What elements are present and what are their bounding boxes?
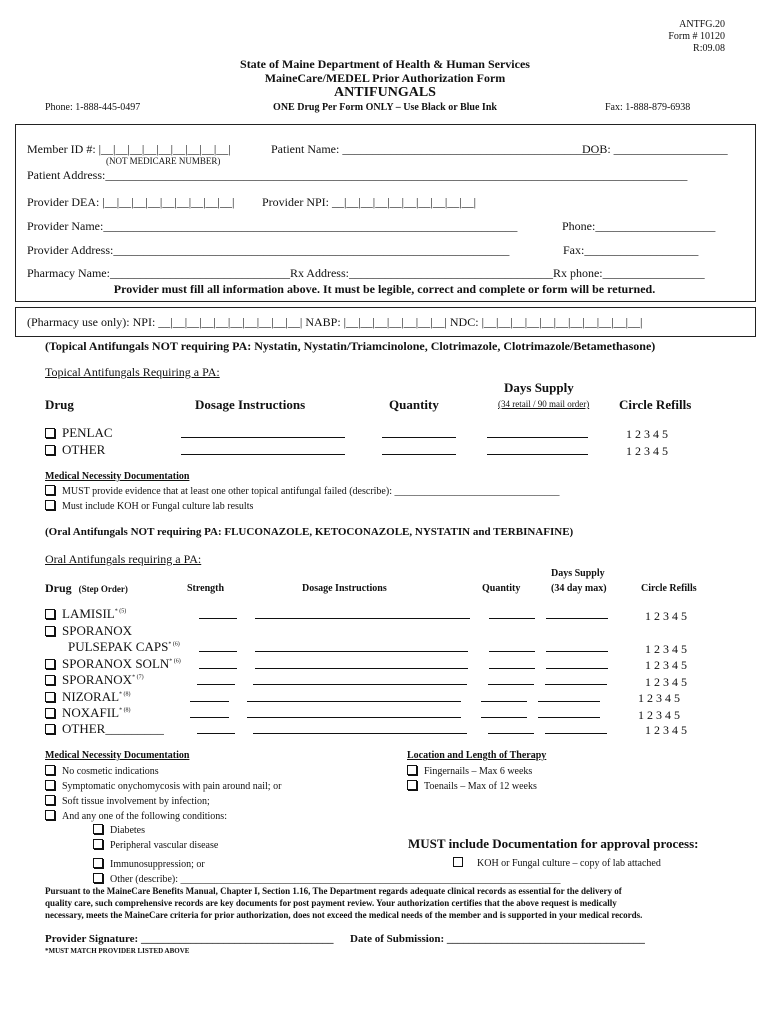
step-order: * (8) — [119, 707, 131, 714]
strength-line[interactable] — [199, 657, 237, 669]
oral-col-drug — [45, 581, 128, 596]
provider-phone-field[interactable]: Phone:____________________ — [562, 219, 716, 233]
med-nec-item[interactable] — [45, 795, 210, 807]
condition-text: Immunosuppression; or — [110, 859, 205, 870]
quantity-line[interactable] — [481, 706, 527, 718]
refills-options[interactable]: 1 2 3 4 5 — [645, 658, 687, 672]
checkbox[interactable] — [45, 724, 55, 734]
quantity-line[interactable] — [489, 640, 535, 652]
quantity-line[interactable] — [382, 426, 456, 438]
refills-options[interactable]: 1 2 3 4 5 — [626, 444, 668, 458]
oral-col-drug-text: Drug — [45, 581, 72, 595]
checkbox[interactable] — [93, 873, 103, 883]
days-line[interactable] — [546, 657, 608, 669]
oral-col-quantity: Quantity — [482, 583, 521, 594]
provider-dea-field[interactable]: Provider DEA: |__|__|__|__|__|__|__|__|__| — [27, 195, 235, 209]
koh-text: KOH or Fungal culture – copy of lab attached — [477, 858, 661, 869]
strength-line[interactable] — [197, 673, 235, 685]
checkbox[interactable] — [45, 795, 55, 805]
checkbox[interactable] — [45, 765, 55, 775]
phone-number: Phone: 1-888-445-0497 — [45, 102, 141, 113]
quantity-line[interactable] — [488, 673, 534, 685]
member-id-field[interactable]: Member ID #: |__|__|__|__|__|__|__|__|__| — [27, 142, 231, 156]
condition-item[interactable] — [93, 858, 205, 870]
topical-med-nec-item[interactable] — [45, 485, 559, 497]
oral-drug-nizoral: NIZORAL — [62, 689, 120, 704]
oral-col-days-sub: (34 day max) — [551, 583, 607, 594]
topical-med-nec-heading: Medical Necessity Documentation — [45, 471, 190, 482]
refills-options[interactable]: 1 2 3 4 5 — [638, 708, 680, 722]
topical-drug-penlac: PENLAC — [62, 425, 113, 440]
condition-item[interactable] — [93, 873, 561, 885]
med-nec-text: Symptomatic onychomycosis with pain around nail; or — [62, 781, 282, 792]
checkbox[interactable] — [45, 692, 55, 702]
step-order: * (7) — [132, 674, 144, 681]
med-nec-item[interactable] — [45, 765, 159, 777]
title-agency: State of Maine Department of Health & Human Services — [240, 57, 530, 71]
topical-col-days: Days Supply — [504, 380, 574, 395]
days-line[interactable] — [538, 690, 600, 702]
oral-drug-noxafil: NOXAFIL — [62, 705, 120, 720]
topical-col-drug: Drug — [45, 397, 74, 412]
provider-npi-field[interactable]: Provider NPI: __|__|__|__|__|__|__|__|__|__| — [262, 195, 477, 209]
oral-drug-lamisil: LAMISIL — [62, 606, 115, 621]
oral-drug-sporanox-2: SPORANOX — [62, 672, 133, 687]
oral-col-strength: Strength — [187, 583, 225, 594]
checkbox[interactable] — [45, 445, 55, 455]
dosage-line[interactable] — [255, 607, 470, 619]
condition-item[interactable] — [93, 824, 145, 836]
med-nec-item[interactable] — [45, 810, 227, 822]
location-text: Fingernails – Max 6 weeks — [424, 766, 533, 777]
location-text: Toenails – Max of 12 weeks — [424, 781, 537, 792]
refills-options[interactable]: 1 2 3 4 5 — [645, 642, 687, 656]
strength-line[interactable] — [197, 722, 235, 734]
location-item[interactable] — [407, 765, 532, 777]
condition-text: Diabetes — [110, 825, 145, 836]
checkbox[interactable] — [45, 708, 55, 718]
oral-drug-row[interactable] — [68, 639, 180, 655]
oral-col-step: (Step Order) — [78, 584, 128, 594]
oral-drug-pulsepak: PULSEPAK CAPS — [68, 639, 169, 654]
form-code: ANTFG.20 — [679, 19, 725, 30]
med-nec-text: MUST provide evidence that at least one other topical antifungal failed (describe): _________________________________ — [62, 486, 560, 497]
refills-options[interactable]: 1 2 3 4 5 — [626, 427, 668, 441]
checkbox[interactable] — [45, 500, 55, 510]
quantity-line[interactable] — [488, 722, 534, 734]
checkbox[interactable] — [45, 810, 55, 820]
oral-col-dosage: Dosage Instructions — [302, 583, 387, 594]
checkbox[interactable] — [45, 659, 55, 669]
dosage-line[interactable] — [253, 673, 467, 685]
checkbox[interactable] — [45, 626, 55, 636]
form-number: Form # 10120 — [668, 31, 725, 42]
revision: R:09.08 — [693, 43, 725, 54]
provider-name-field[interactable]: Provider Name:_____________________________________________________________________ — [27, 219, 518, 233]
topical-heading: Topical Antifungals Requiring a PA: — [45, 365, 220, 379]
oral-drug-row[interactable] — [45, 623, 132, 639]
dosage-line[interactable] — [253, 722, 467, 734]
checkbox[interactable] — [45, 609, 55, 619]
patient-address-field[interactable]: Patient Address:_________________________________________________________________________________________________ — [27, 168, 688, 182]
refills-options[interactable]: 1 2 3 4 5 — [645, 675, 687, 689]
form-codes — [668, 19, 725, 55]
dosage-line[interactable] — [247, 706, 461, 718]
strength-line[interactable] — [199, 607, 237, 619]
days-line[interactable] — [538, 706, 600, 718]
checkbox[interactable] — [93, 839, 103, 849]
med-nec-text: Must include KOH or Fungal culture lab results — [62, 501, 254, 512]
days-line[interactable] — [546, 640, 608, 652]
fax-number: Fax: 1-888-879-6938 — [605, 102, 691, 113]
topical-no-pa-text: (Topical Antifungals NOT requiring PA: Nystatin, Nystatin/Triamcinolone, Clotrimazole, Clotrimazole/Betamethasone) — [45, 339, 656, 353]
checkbox[interactable] — [93, 858, 103, 868]
condition-text: Other (describe): ____________________________________________________________________________ — [110, 874, 561, 885]
oral-drug-row[interactable] — [45, 656, 181, 672]
topical-drug-other: OTHER — [62, 442, 106, 457]
oral-no-pa-note: (Oral Antifungals NOT requiring PA: FLUCONAZOLE, KETOCONAZOLE, NYSTATIN and TERBINAFINE) — [45, 526, 574, 538]
oral-drug-row[interactable] — [45, 689, 131, 705]
checkbox[interactable] — [93, 824, 103, 834]
checkbox[interactable] — [45, 675, 55, 685]
checkbox[interactable] — [407, 780, 417, 790]
page-title: ANTIFUNGALS — [334, 85, 436, 100]
oral-drug-row[interactable] — [45, 672, 144, 688]
oral-drug-sporanox-soln: SPORANOX SOLN — [62, 656, 170, 671]
member-id-note: (NOT MEDICARE NUMBER) — [106, 156, 221, 166]
pharmacy-fields[interactable]: Pharmacy Name:______________________________Rx Address:__________________________________Rx phone:_________________ — [27, 266, 705, 280]
med-nec-text: Soft tissue involvement by infection; — [62, 796, 210, 807]
quantity-line[interactable] — [489, 607, 535, 619]
strength-line[interactable] — [190, 690, 229, 702]
days-line[interactable] — [545, 722, 607, 734]
topical-med-nec-item[interactable] — [45, 500, 253, 512]
certification-paragraph — [45, 885, 642, 921]
oral-drug-row[interactable] — [45, 705, 131, 721]
location-item[interactable] — [407, 780, 537, 792]
strength-line[interactable] — [199, 640, 237, 652]
koh-item[interactable] — [453, 857, 661, 869]
days-line[interactable] — [487, 443, 588, 455]
step-order: * (6) — [169, 658, 181, 665]
refills-options[interactable]: 1 2 3 4 5 — [645, 723, 687, 737]
checkbox[interactable] — [407, 765, 417, 775]
step-order: * (8) — [119, 691, 131, 698]
submission-date-field[interactable]: Date of Submission: ____________________________________ — [350, 933, 645, 945]
topical-col-refills: Circle Refills — [619, 397, 692, 412]
oral-heading: Oral Antifungals requiring a PA: — [45, 552, 202, 566]
checkbox[interactable] — [453, 857, 463, 867]
step-order: * (5) — [114, 608, 127, 615]
step-order: * (6) — [168, 641, 180, 648]
topical-col-dosage: Dosage Instructions — [195, 397, 306, 412]
provider-signature-field[interactable]: Provider Signature: ___________________________________ — [45, 933, 334, 945]
refills-options[interactable]: 1 2 3 4 5 — [645, 609, 687, 623]
certification-line: Pursuant to the MaineCare Benefits Manual, Chapter I, Section 1.16, The Department regards adequate clinical records as essential for the delivery of — [45, 886, 622, 896]
days-line[interactable] — [546, 607, 608, 619]
days-line[interactable] — [545, 673, 607, 685]
oral-drug-row[interactable] — [45, 721, 164, 737]
signature-note: *MUST MATCH PROVIDER LISTED ABOVE — [45, 947, 190, 955]
patient-name-field[interactable]: Patient Name: ___________________________________________ — [271, 142, 601, 156]
oral-drug-sporanox: SPORANOX — [62, 623, 133, 638]
quantity-line[interactable] — [382, 443, 456, 455]
checkbox[interactable] — [45, 780, 55, 790]
provider-notice: Provider must fill all information above. It must be legible, correct and complete or form will be returned. — [113, 282, 656, 296]
topical-col-quantity: Quantity — [389, 397, 439, 412]
must-include-heading: MUST include Documentation for approval process: — [408, 836, 699, 851]
quantity-line[interactable] — [489, 657, 535, 669]
topical-no-pa-note — [45, 339, 655, 354]
refills-options[interactable]: 1 2 3 4 5 — [638, 691, 680, 705]
dosage-line[interactable] — [255, 657, 468, 669]
days-line[interactable] — [487, 426, 588, 438]
oral-col-days: Days Supply — [551, 568, 605, 579]
title-form: MaineCare/MEDEL Prior Authorization Form — [264, 71, 506, 85]
oral-med-nec-heading: Medical Necessity Documentation — [45, 750, 190, 761]
oral-drug-other: OTHER_________ — [62, 721, 164, 736]
quantity-line[interactable] — [481, 690, 527, 702]
topical-drug-row[interactable] — [45, 425, 113, 441]
condition-item[interactable] — [93, 839, 218, 851]
dosage-line[interactable] — [247, 690, 461, 702]
provider-fax-field[interactable]: Fax:___________________ — [563, 243, 699, 257]
checkbox[interactable] — [45, 485, 55, 495]
med-nec-item[interactable] — [45, 780, 281, 792]
med-nec-text: And any one of the following conditions: — [62, 811, 227, 822]
dosage-line[interactable] — [181, 426, 345, 438]
certification-line: quality care, such comprehensive records are key documents for post payment review. Your authorization certifies that the above request is medically — [45, 898, 617, 908]
oral-drug-row[interactable] — [45, 606, 126, 622]
topical-col-days-sub: (34 retail / 90 mail order) — [498, 399, 590, 409]
strength-line[interactable] — [190, 706, 229, 718]
dosage-line[interactable] — [181, 443, 345, 455]
provider-address-field[interactable]: Provider Address:__________________________________________________________________ — [27, 243, 510, 257]
certification-line: necessary, meets the MaineCare criteria for prior authorization, does not exceed the medical needs of the member and is supported in your medical records. — [45, 910, 643, 920]
condition-text: Peripheral vascular disease — [110, 840, 219, 851]
oral-col-refills: Circle Refills — [641, 583, 697, 594]
dob-field[interactable]: DOB: ___________________ — [582, 142, 728, 156]
pharmacy-use-line[interactable]: (Pharmacy use only): NPI: __|__|__|__|__|__|__|__|__|__| NABP: |__|__|__|__|__|__|__| NDC: |__|__|__|__|__|__|__|__|__|__|__| — [27, 315, 643, 329]
med-nec-text: No cosmetic indications — [62, 766, 159, 777]
dosage-line[interactable] — [255, 640, 468, 652]
location-heading: Location and Length of Therapy — [407, 750, 547, 761]
topical-drug-row[interactable] — [45, 442, 105, 458]
checkbox[interactable] — [45, 428, 55, 438]
ink-instruction: ONE Drug Per Form ONLY – Use Black or Blue Ink — [273, 102, 497, 113]
